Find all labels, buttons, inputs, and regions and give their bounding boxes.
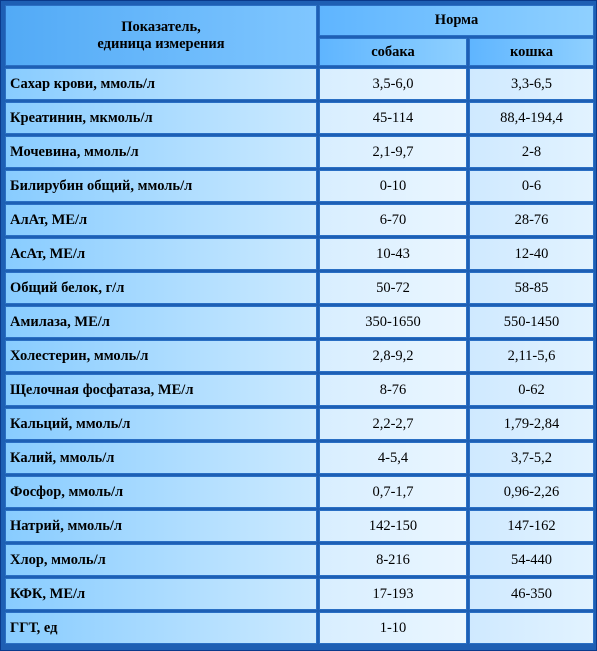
cat-norm-cell: 12-40 [469, 238, 594, 270]
indicator-name-cell: Мочевина, ммоль/л [5, 136, 317, 168]
dog-norm-cell: 2,1-9,7 [319, 136, 467, 168]
dog-norm-cell: 0-10 [319, 170, 467, 202]
indicator-name-cell: КФК, МЕ/л [5, 578, 317, 610]
table-row [5, 476, 594, 508]
indicator-header-line2: единица измерения [97, 35, 225, 52]
indicator-name-cell: Билирубин общий, ммоль/л [5, 170, 317, 202]
cat-norm-cell: 3,3-6,5 [469, 68, 594, 100]
indicator-header [5, 5, 317, 66]
table-row [5, 612, 594, 644]
cat-norm-cell: 46-350 [469, 578, 594, 610]
indicator-name-cell: Креатинин, мкмоль/л [5, 102, 317, 134]
table-row [5, 170, 594, 202]
cat-norm-cell: 2-8 [469, 136, 594, 168]
indicator-name-cell: Общий белок, г/л [5, 272, 317, 304]
dog-norm-cell: 0,7-1,7 [319, 476, 467, 508]
cat-norm-cell: 147-162 [469, 510, 594, 542]
table-row [5, 544, 594, 576]
reference-values-table [3, 3, 596, 646]
indicator-name-cell: Холестерин, ммоль/л [5, 340, 317, 372]
cat-norm-cell: 0-6 [469, 170, 594, 202]
dog-norm-cell: 8-76 [319, 374, 467, 406]
table-row [5, 238, 594, 270]
cat-norm-cell: 28-76 [469, 204, 594, 236]
dog-header: собака [319, 38, 467, 66]
indicator-name-cell: Натрий, ммоль/л [5, 510, 317, 542]
indicator-name-cell: Хлор, ммоль/л [5, 544, 317, 576]
cat-norm-cell: 3,7-5,2 [469, 442, 594, 474]
table-body [5, 68, 594, 644]
cat-norm-cell: 2,11-5,6 [469, 340, 594, 372]
dog-norm-cell: 3,5-6,0 [319, 68, 467, 100]
table-row [5, 578, 594, 610]
table-row [5, 442, 594, 474]
indicator-name-cell: Кальций, ммоль/л [5, 408, 317, 440]
dog-norm-cell: 2,2-2,7 [319, 408, 467, 440]
indicator-name-cell: АлАт, МЕ/л [5, 204, 317, 236]
table-row [5, 272, 594, 304]
table-row [5, 408, 594, 440]
header-row-top [5, 5, 594, 36]
dog-norm-cell: 4-5,4 [319, 442, 467, 474]
dog-norm-cell: 17-193 [319, 578, 467, 610]
table-row [5, 136, 594, 168]
cat-norm-cell: 88,4-194,4 [469, 102, 594, 134]
dog-norm-cell: 1-10 [319, 612, 467, 644]
cat-norm-cell: 0,96-2,26 [469, 476, 594, 508]
cat-header: кошка [469, 38, 594, 66]
indicator-name-cell: Щелочная фосфатаза, МЕ/л [5, 374, 317, 406]
table-row [5, 102, 594, 134]
dog-norm-cell: 45-114 [319, 102, 467, 134]
table-row [5, 204, 594, 236]
cat-norm-cell: 54-440 [469, 544, 594, 576]
table-row [5, 510, 594, 542]
dog-norm-cell: 2,8-9,2 [319, 340, 467, 372]
table-row [5, 340, 594, 372]
cat-norm-cell: 58-85 [469, 272, 594, 304]
indicator-name-cell: АсАт, МЕ/л [5, 238, 317, 270]
dog-norm-cell: 350-1650 [319, 306, 467, 338]
table-row [5, 374, 594, 406]
indicator-name-cell: Фосфор, ммоль/л [5, 476, 317, 508]
cat-norm-cell: 0-62 [469, 374, 594, 406]
dog-norm-cell: 50-72 [319, 272, 467, 304]
dog-norm-cell: 142-150 [319, 510, 467, 542]
norm-header: Норма [319, 5, 594, 36]
dog-norm-cell: 8-216 [319, 544, 467, 576]
indicator-header-line1: Показатель, [121, 18, 201, 35]
indicator-name-cell: Амилаза, МЕ/л [5, 306, 317, 338]
cat-norm-cell: 1,79-2,84 [469, 408, 594, 440]
table-row [5, 68, 594, 100]
dog-norm-cell: 6-70 [319, 204, 467, 236]
indicator-name-cell: Сахар крови, ммоль/л [5, 68, 317, 100]
indicator-name-cell: Калий, ммоль/л [5, 442, 317, 474]
cat-norm-cell: 550-1450 [469, 306, 594, 338]
dog-norm-cell: 10-43 [319, 238, 467, 270]
indicator-name-cell: ГГТ, ед [5, 612, 317, 644]
cat-norm-cell [469, 612, 594, 644]
table-row [5, 306, 594, 338]
